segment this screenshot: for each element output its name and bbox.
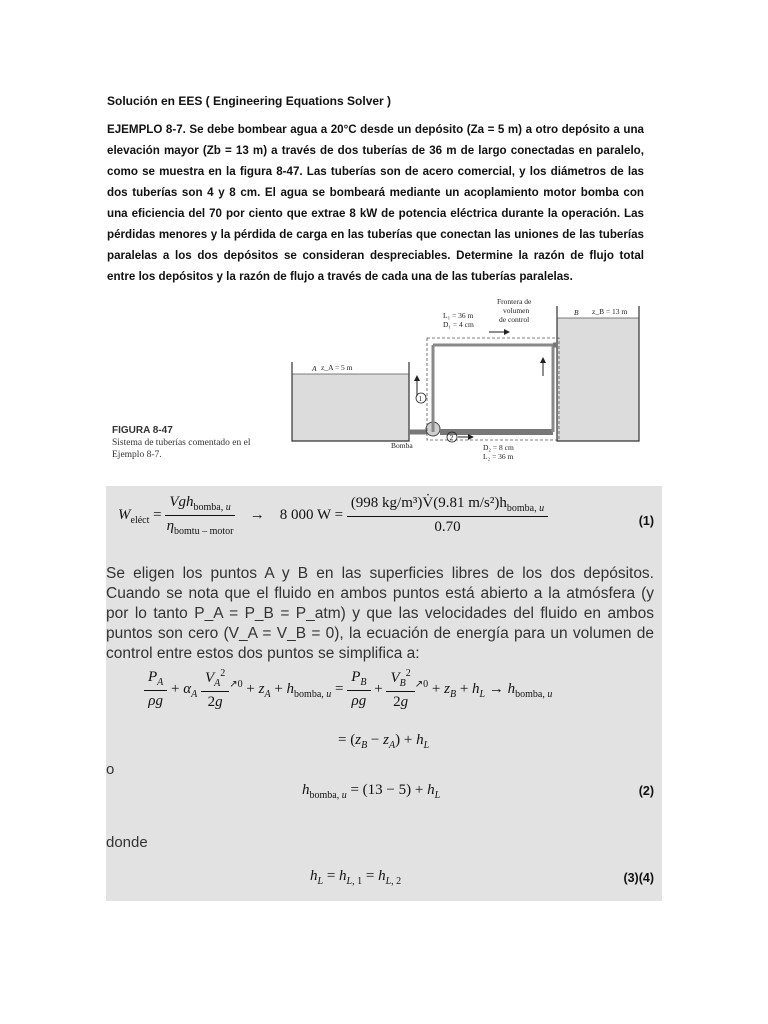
problem-statement [107,119,644,287]
control-volume-boundary [427,338,559,440]
equation-3-4-number: (3)(4) [623,871,654,885]
o-label: o [106,761,115,778]
flow-arrowhead-1 [414,375,420,381]
label-l2: L₂ = 36 m [483,452,514,461]
label-zb: z_B = 13 m [592,307,628,316]
problem-label: EJEMPLO 8-7. [107,123,186,136]
label-d1: D₁ = 4 cm [443,320,474,329]
equation-1-number: (1) [638,514,654,528]
flow-arrowhead-2 [540,357,546,363]
label-1: 1 [418,394,423,403]
energy-equation-result: = $(z_B - z_A) + h_L$ [338,732,430,751]
eq1-denominator: 0.70 [434,519,461,535]
reservoir-a-water [292,374,409,441]
problem-text: Se debe bombear agua a 20°C desde un depósito (Za = 5 m) a otro depósito a una elevación mayor (Zb = 13 m) a través de dos tuberías de 36 m de largo conectadas en paralelo, como se muestra en la figura 8-47. Las tuberías son de acero comercial, y los diámetros de las dos tuberías son 4 y 8 cm. El agua se bombeará mediante un acoplamiento motor bomba con una eficiencia del 70 por ciento que extrae 8 kW de potencia eléctrica durante la operación. Las pérdidas menores y la pérdida de carga en las tuberías que conectan las uniones de las tuberías paralelas a los dos depósitos se consideran despreciables. Determine la razón de flujo total entre los depósitos y la razón de flujo a través de cada una de las tuberías paralelas. [107,123,644,283]
label-frontera-3: de control [499,315,530,324]
reservoir-b-water [557,318,639,441]
equation-3-4: $h_L = h_{L, 1} = h_{L, 2}$ [310,868,402,887]
donde-label: donde [106,834,148,851]
label-b: B [574,308,579,317]
label-2: 2 [449,433,454,442]
equation-1: $W_{eléct}$ = $\frac{Vgh_{bomba, u}}{\eta_{bomtu - motor}}$ → 8 000 W = $\frac{(998 kg/m^3)V̇(9.81 m/s^2)h_{bomba, u}}{0.70}$ [118,494,548,537]
label-frontera-1: Frontera de [497,297,532,306]
figure-8-47 [105,292,650,470]
label-l1: L₁ = 36 m [443,311,474,320]
page-heading: Solución en EES ( Engineering Equations Solver ) [107,94,392,108]
label-d2: D₂ = 8 cm [483,443,514,452]
label-frontera-2: volumen [503,306,530,315]
label-za: z_A = 5 m [321,363,353,372]
eq1-numerator: (998 kg/m³)V̇(9.81 m/s²)h [350,495,507,511]
figure-caption-number: FIGURA 8-47 [112,425,173,436]
energy-equation: $\frac{P_A}{\rho g}$ + $\alpha_A$ $\frac{V_A^2}{2g}$ $^{↗0} + z_A + h_{bomba, u}$ = $\frac{P_B}{\rho g}$ + $\frac{V_B^2}{2g}$ $^{↗0} + z_B + h_L \to h_{bomba, u}$ [144,668,552,711]
frontera-pointer-head [504,329,510,335]
piping-diagram [105,292,650,470]
equation-2: $h_{bomba, u} = (13 - 5) + h_L$ [302,782,441,801]
label-a: A [312,364,317,373]
solution-paragraph: Se eligen los puntos A y B en las superficies libres de los dos depósitos. Cuando se nota que el fluido en ambos puntos está abierto a la atmósfera (y por lo tanto P_A = P_B = P_atm) y que las velocidades del fluido en ambos puntos son cero (V_A = V_B = 0), la ecuación de energía para un volumen de control entre estos dos puntos se simplifica a: [106,565,654,662]
eq1-value: 8 000 W = [279,506,344,523]
equation-2-number: (2) [638,784,654,798]
figure-caption-text: Sistema de tuberías comentado en el Ejemplo 8-7. [112,438,251,460]
solution-panel [106,486,662,901]
label-bomba: Bomba [391,441,413,450]
